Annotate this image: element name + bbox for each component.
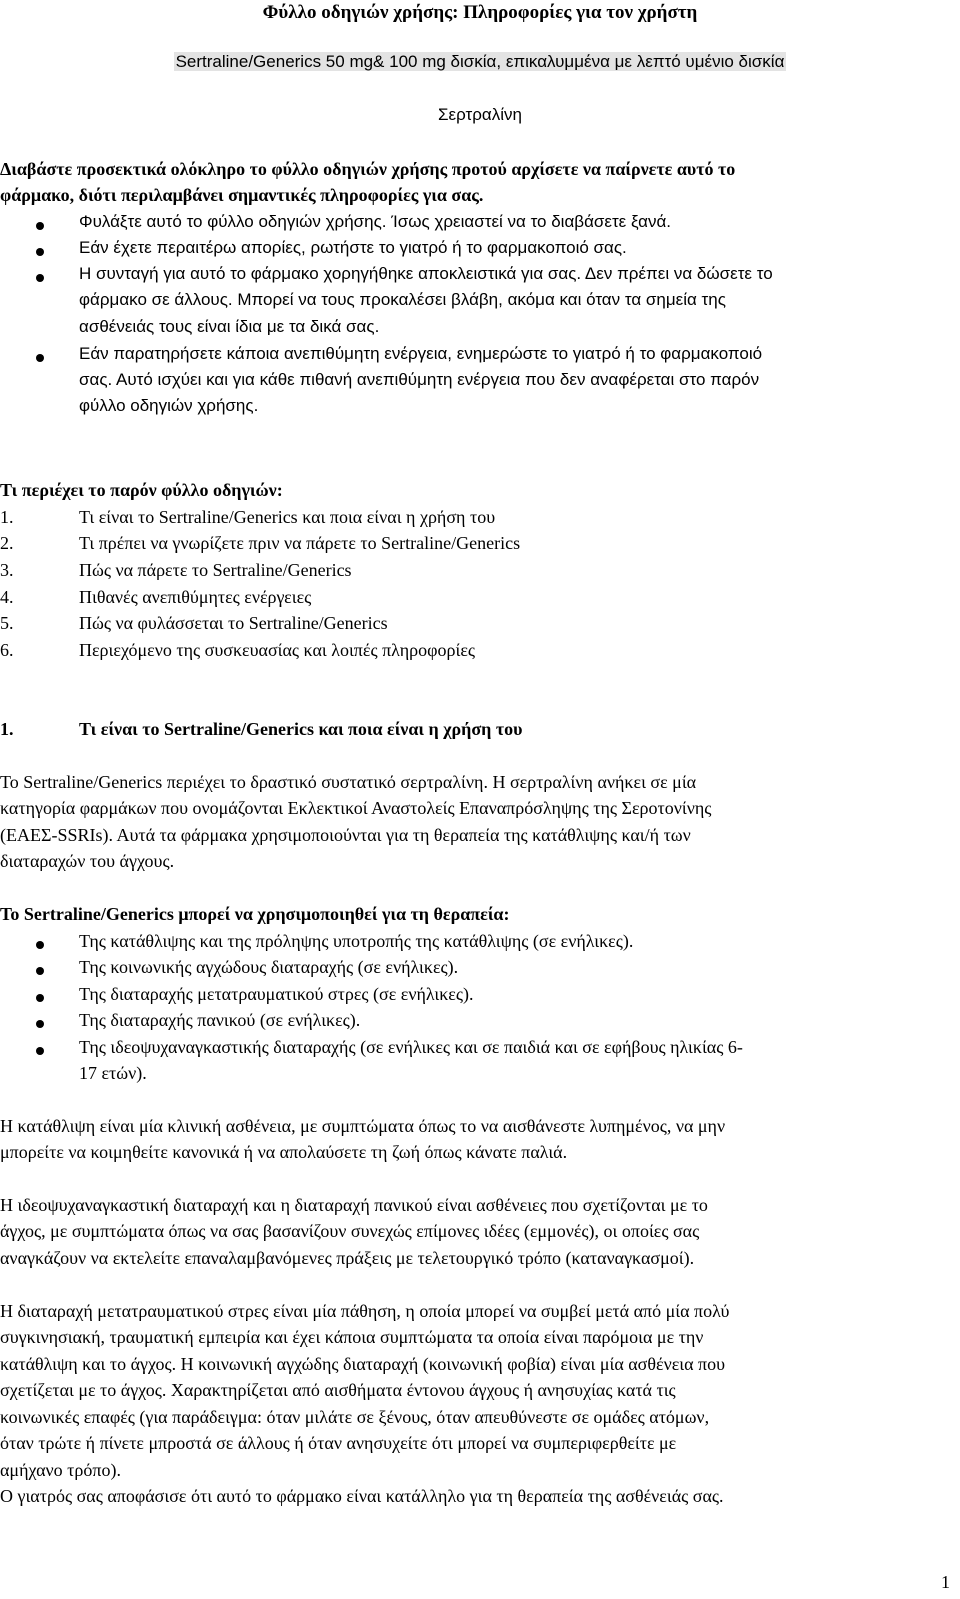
contents-item-num: 2. — [0, 533, 14, 553]
use-item: Της ιδεοψυχαναγκαστικής διαταραχής (σε ενήλικες και σε παιδιά και σε εφήβους ηλικίας 6- — [79, 1037, 743, 1057]
s1-p2-line-2: μπορείτε να κοιμηθείτε κανονικά ή να απολαύσετε τη ζωή όπως κάνατε παλιά. — [0, 1142, 568, 1162]
s1-p4-line-2: συγκινησιακή, τραυματική εμπειρία και έχει κάποια συμπτώματα τα οποία είναι παρόμοια με την — [0, 1327, 704, 1347]
intro-bullet-4-part-b: Αυτό ισχύει και για κάθε πιθανή ανεπιθύμητη ενέργεια που δεν αναφέρεται στο παρόν — [116, 370, 760, 389]
document-title: Φύλλο οδηγιών χρήσης: Πληροφορίες για τον χρήστη — [262, 2, 698, 23]
bullet-icon — [36, 994, 44, 1002]
uses-heading: Το Sertraline/Generics μπορεί να χρησιμοποιηθεί για τη θεραπεία: — [0, 904, 510, 924]
bullet-icon — [36, 1047, 44, 1055]
s1-p4-line-4: σχετίζεται με το άγχος. Χαρακτηρίζεται από αισθήματα έντονου άγχους ή ανησυχίας κατά τις — [0, 1380, 676, 1400]
contents-item-num: 3. — [0, 560, 14, 580]
warning-line-1: Διαβάστε προσεκτικά ολόκληρο το φύλλο οδηγιών χρήσης προτού αρχίσετε να παίρνετε αυτό το — [0, 159, 736, 179]
contents-item: Τι πρέπει να γνωρίζετε πριν να πάρετε το Sertraline/Generics — [79, 533, 521, 553]
bullet-icon — [36, 967, 44, 975]
intro-bullet-4-line-2 — [79, 369, 759, 391]
intro-bullet-3-part-c: φάρμακο σε άλλους. — [79, 290, 238, 309]
s1-p1-line-1: Το Sertraline/Generics περιέχει το δραστικό συστατικό σερτραλίνη. Η σερτραλίνη ανήκει σε μία — [0, 772, 697, 792]
intro-bullet-3-part-a: Η συνταγή για αυτό το φάρμακο χορηγήθηκε αποκλειστικά για σας. — [79, 264, 585, 283]
intro-bullet-3-line-2 — [79, 289, 726, 311]
use-item: Της διαταραχής μετατραυματικού στρες (σε ενήλικες). — [79, 984, 474, 1004]
active-substance: Σερτραλίνη — [438, 105, 522, 124]
s1-p4-line-3: κατάθλιψη και το άγχος. Η κοινωνική αγχώδης διαταραχή (κοινωνική φοβία) είναι μία ασθένεια που — [0, 1354, 726, 1374]
bullet-icon — [36, 941, 44, 949]
section-1-title: Τι είναι το Sertraline/Generics και ποια είναι η χρήση του — [79, 719, 523, 739]
section-1-number: 1. — [0, 719, 14, 739]
bullet-icon — [36, 248, 44, 256]
s1-p1-line-2: κατηγορία φαρμάκων που ονομάζονται Εκλεκτικοί Αναστολείς Επαναπρόσληψης της Σεροτονίνης — [0, 798, 712, 818]
s1-p2-line-1: Η κατάθλιψη είναι μία κλινική ασθένεια, με συμπτώματα όπως το να αισθάνεστε λυπημένος, να μην — [0, 1116, 726, 1136]
intro-bullet-3-line-1 — [79, 263, 773, 285]
intro-bullet-3-part-d: Μπορεί να τους προκαλέσει βλάβη, ακόμα και όταν τα σημεία της — [237, 290, 726, 309]
s1-p1-line-4: διαταραχών του άγχους. — [0, 851, 175, 871]
s1-p4-line-1: Η διαταραχή μετατραυματικού στρες είναι μία πάθηση, η οποία μπορεί να συμβεί μετά από μία πολύ — [0, 1301, 730, 1321]
bullet-icon — [36, 222, 44, 230]
s1-p1-line-3: (ΕΑΕΣ-SSRIs). Αυτά τα φάρμακα χρησιμοποιούνται για τη θεραπεία της κατάθλιψης και/ή των — [0, 825, 691, 845]
use-item-continuation: 17 ετών). — [79, 1063, 147, 1083]
intro-bullet-4-line-3: φύλλο οδηγιών χρήσης. — [79, 396, 259, 415]
s1-p4-line-8: Ο γιατρός σας αποφάσισε ότι αυτό το φάρμακο είναι κατάλληλο για τη θεραπεία της ασθένειάς σας. — [0, 1486, 724, 1506]
contents-item-num: 6. — [0, 640, 14, 660]
contents-heading: Τι περιέχει το παρόν φύλλο οδηγιών: — [0, 480, 283, 500]
contents-item: Πώς να πάρετε το Sertraline/Generics — [79, 560, 352, 580]
use-item: Της κοινωνικής αγχώδους διαταραχής (σε ενήλικες). — [79, 957, 459, 977]
s1-p4-line-5: κοινωνικές επαφές (για παράδειγμα: όταν μιλάτε σε ξένους, όταν απευθύνεστε σε ομάδες ατόμων, — [0, 1407, 710, 1427]
page-number: 1 — [941, 1572, 950, 1592]
bullet-icon — [36, 274, 44, 282]
bullet-icon — [36, 1020, 44, 1028]
contents-item-num: 4. — [0, 587, 14, 607]
s1-p3-line-1: Η ιδεοψυχαναγκαστική διαταραχή και η διαταραχή πανικού είναι ασθένειες που σχετίζονται με το — [0, 1195, 708, 1215]
intro-bullet-3-line-3: ασθένειάς τους είναι ίδια με τα δικά σας. — [79, 317, 380, 336]
contents-item-num: 5. — [0, 613, 14, 633]
intro-bullet-1: Φυλάξτε αυτό το φύλλο οδηγιών χρήσης. Ίσως χρειαστεί να το διαβάσετε ξανά. — [79, 212, 672, 231]
intro-bullet-3-part-b: Δεν πρέπει να δώσετε το — [584, 264, 773, 283]
contents-item: Τι είναι το Sertraline/Generics και ποια είναι η χρήση του — [79, 507, 496, 527]
s1-p4-line-7: αμήχανο τρόπο). — [0, 1460, 121, 1480]
s1-p3-line-2: άγχος, με συμπτώματα όπως να σας βασανίζουν συνεχώς επίμονες ιδέες (εμμονές), οι οποίες σας — [0, 1221, 700, 1241]
product-name-highlight: Sertraline/Generics 50 mg& 100 mg δισκία, επικαλυμμένα με λεπτό υμένιο δισκία — [175, 52, 785, 71]
s1-p4-line-6: όταν τρώτε ή πίνετε μπροστά σε άλλους ή όταν ανησυχείτε ότι μπορεί να συμπεριφερθείτε με — [0, 1433, 677, 1453]
intro-bullet-2: Εάν έχετε περαιτέρω απορίες, ρωτήστε το γιατρό ή το φαρμακοποιό σας. — [79, 238, 627, 257]
use-item: Της κατάθλιψης και της πρόληψης υποτροπής της κατάθλιψης (σε ενήλικες). — [79, 931, 634, 951]
warning-line-2: φάρμακο, διότι περιλαμβάνει σημαντικές πληροφορίες για σας. — [0, 185, 484, 205]
intro-bullet-4-part-a: σας. — [79, 370, 117, 389]
contents-item: Περιεχόμενο της συσκευασίας και λοιπές πληροφορίες — [79, 640, 476, 660]
bullet-icon — [36, 354, 44, 362]
contents-item: Πώς να φυλάσσεται το Sertraline/Generics — [79, 613, 388, 633]
intro-bullet-4-line-1: Εάν παρατηρήσετε κάποια ανεπιθύμητη ενέργεια, ενημερώστε το γιατρό ή το φαρμακοποιό — [79, 344, 763, 363]
contents-item: Πιθανές ανεπιθύμητες ενέργειες — [79, 587, 312, 607]
s1-p3-line-3: αναγκάζουν να εκτελείτε επαναλαμβανόμενες πράξεις με τελετουργικό τρόπο (καταναγκασμοί). — [0, 1248, 695, 1268]
use-item: Της διαταραχής πανικού (σε ενήλικες). — [79, 1010, 361, 1030]
product-name — [0, 51, 960, 73]
contents-item-num: 1. — [0, 507, 14, 527]
